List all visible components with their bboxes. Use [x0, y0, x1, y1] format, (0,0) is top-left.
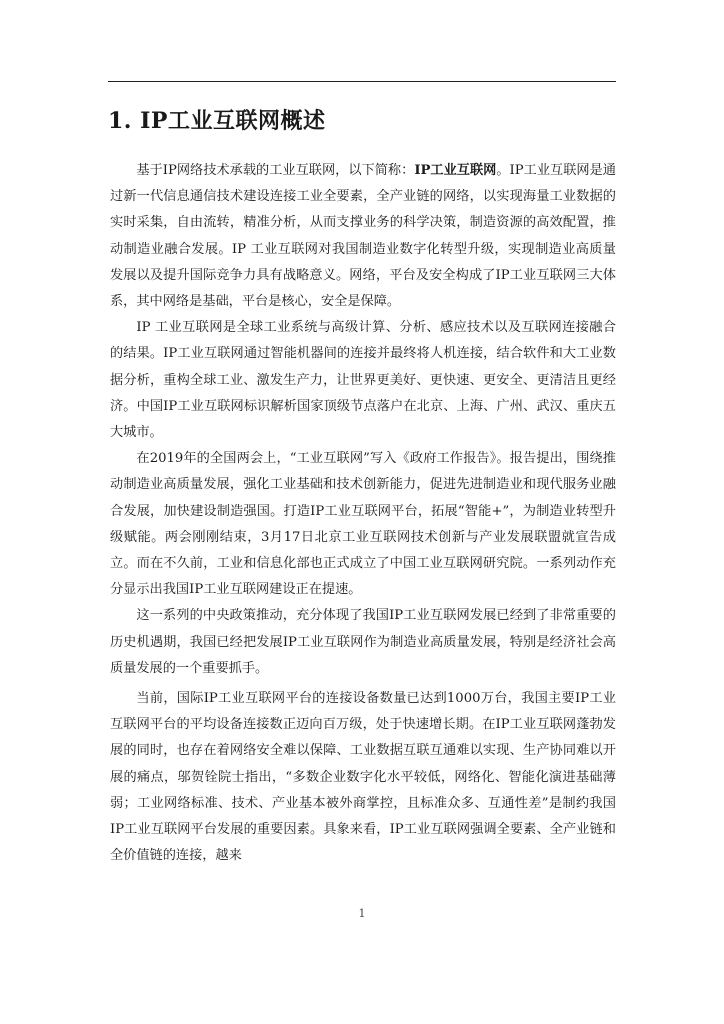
- paragraph-1-bold-term: IP工业互联网: [414, 163, 497, 178]
- page-number: 1: [358, 907, 366, 920]
- paragraph-1-lead: 基于IP网络技术承载的工业互联网，以下简称：: [136, 163, 415, 178]
- paragraph-2: IP 工业互联网是全球工业系统与高级计算、分析、感应技术以及互联网连接融合的结果。IP工业互联网通过智能机器间的连接并最终将人机连接，结合软件和大工业数据分析，重构全球工业、激发生产力，让世界更美好、更快速、更安全、更清洁且更经济。中国IP工业互联网标识解析国家顶级节点落户在北京、上海、广州、武汉、重庆五大城市。: [110, 320, 616, 441]
- section-heading: 1. IP工业互联网概述: [108, 108, 326, 134]
- header-rule: [108, 81, 616, 82]
- paragraph-5: 当前，国际IP工业互联网平台的连接设备数量已达到1000万台，我国主要IP工业互联网平台的平均设备连接数正迈向百万级，处于快速增长期。在IP工业互联网蓬勃发展的同时，也存在着网络安全难以保障、工业数据互联互通难以实现、生产协同难以开展的痛点，邬贺铨院士指出，“多数企业数字化水平较低，网络化、智能化演进基础薄弱；工业网络标准、技术、产业基本被外商掌控，且标准众多、互通性差”是制约我国IP工业互联网平台发展的重要因素。具象来看，IP工业互联网强调全要素、全产业链和全价值链的连接，越来: [110, 691, 616, 864]
- body-text: [110, 158, 616, 869]
- paragraph-3: 在2019年的全国两会上，“工业互联网”写入《政府工作报告》。报告提出，围绕推动制造业高质量发展，强化工业基础和技术创新能力，促进先进制造业和现代服务业融合发展，加快建设制造强国。打造IP工业互联网平台，拓展“智能+”，为制造业转型升级赋能。两会刚刚结束，3月17日北京工业互联网技术创新与产业发展联盟就宣告成立。而在不久前，工业和信息化部也正式成立了中国工业互联网研究院。一系列动作充分显示出我国IP工业互联网建设正在提速。: [110, 451, 616, 598]
- paragraph-1: [110, 158, 616, 315]
- paragraph-4: 这一系列的中央政策推动，充分体现了我国IP工业互联网发展已经到了非常重要的历史机遇期，我国已经把发展IP工业互联网作为制造业高质量发展，特别是经济社会高质量发展的一个重要抓手。: [110, 608, 616, 676]
- paragraph-1-rest: 。IP工业互联网是通过新一代信息通信技术建设连接工业全要素，全产业链的网络，以实现海量工业数据的实时采集，自由流转，精准分析，从而支撑业务的科学决策，制造资源的高效配置，推动制造业融合发展。IP 工业互联网对我国制造业数字化转型升级，实现制造业高质量发展以及提升国际竞争力具有战略意义。网络，平台及安全构成了IP工业互联网三大体系，其中网络是基础，平台是核心，安全是保障。: [110, 163, 616, 310]
